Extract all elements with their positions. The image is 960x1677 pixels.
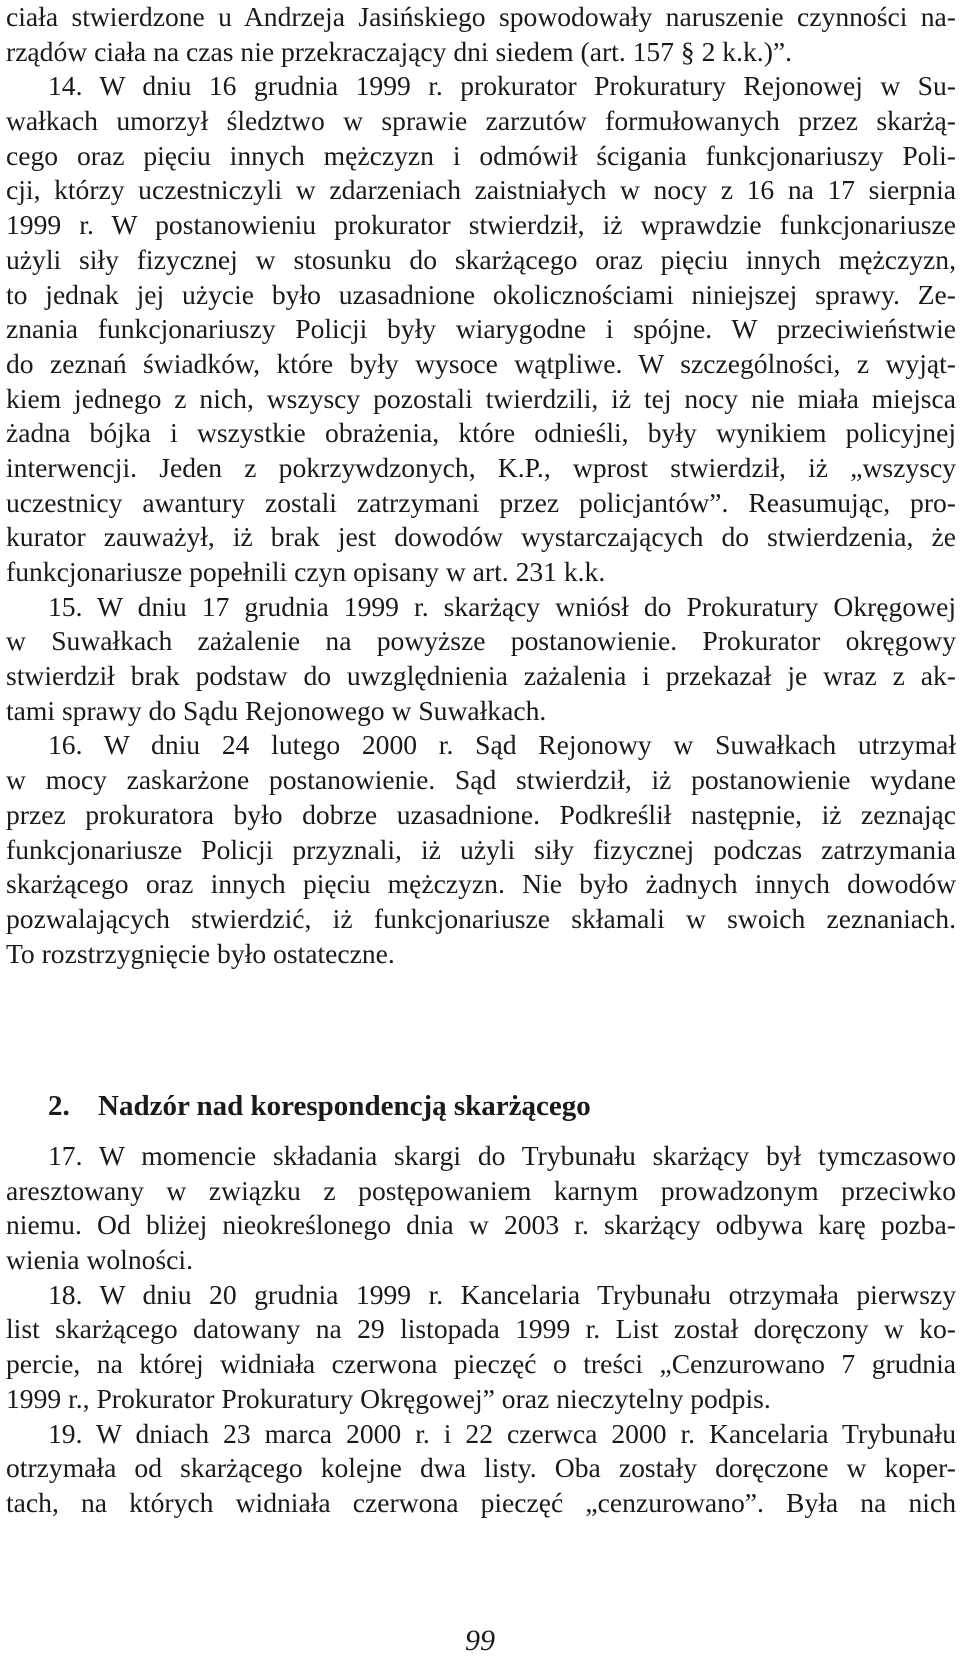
text-line: funkcjonariusze popełnili czyn opisany w art. 231 k.k. [6, 556, 606, 587]
text-line: rządów ciała na czas nie przekraczający dni siedem (art. 157 § 2 k.k.)”. [6, 35, 793, 67]
text-line: 1999 r. W postanowieniu prokurator stwierdził, iż wprawdzie funkcjonariusze [6, 209, 956, 241]
text-line: list skarżącego datowany na 29 listopada 1999 r. List został doręczony w ko- [6, 1313, 956, 1345]
text-line: znania funkcjonariuszy Policji były wiarygodne i spójne. W przeciwieństwie [6, 313, 956, 345]
page-number: 99 [465, 1624, 495, 1657]
text-line: w mocy zaskarżone postanowienie. Sąd stwierdził, iż postanowienie wydane [6, 764, 956, 796]
text-line: tach, na których widniała czerwona pieczęć „cenzurowano”. Była na nich [6, 1486, 956, 1518]
text-line: interwencji. Jeden z pokrzywdzonych, K.P., wprost stwierdził, iż „wszyscy [6, 451, 956, 483]
text-line: kiem jednego z nich, wszyscy pozostali twierdzili, iż tej nocy nie miała miejsca [6, 382, 956, 414]
text-line: 15. W dniu 17 grudnia 1999 r. skarżący wniósł do Prokuratury Okręgowej [48, 590, 956, 622]
text-line: percie, na której widniała czerwona pieczęć o treści „Cenzurowano 7 grudnia [6, 1348, 956, 1380]
text-line: 1999 r., Prokurator Prokuratury Okręgowej” oraz nieczytelny podpis. [6, 1382, 771, 1414]
text-line: cego oraz pięciu innych mężczyzn i odmówił ścigania funkcjonariuszy Poli- [6, 139, 956, 171]
section-title: Nadzór nad korespondencją skarżącego [98, 1090, 591, 1122]
text-line: tami sprawy do Sądu Rejonowego w Suwałkach. [6, 694, 547, 726]
text-line: uczestnicy awantury zostali zatrzymani przez policjantów”. Reasumując, pro- [6, 486, 956, 518]
section-heading [48, 1090, 591, 1123]
text-line: ciała stwierdzone u Andrzeja Jasińskiego spowodowały naruszenie czynności na- [6, 1, 956, 32]
text-line: kurator zauważył, iż brak jest dowodów wystarczających do stwierdzenia, że [6, 521, 956, 553]
text-line: otrzymała od skarżącego kolejne dwa listy. Oba zostały doręczone w koper- [6, 1452, 956, 1484]
section-number: 2. [48, 1090, 70, 1122]
text-block-before-heading [6, 0, 956, 971]
text-line: 19. W dniach 23 marca 2000 r. i 22 czerwca 2000 r. Kancelaria Trybunału [48, 1417, 956, 1449]
text-line: stwierdził brak podstaw do uwzględnienia zażalenia i przekazał je wraz z ak- [6, 660, 956, 692]
text-line: 16. W dniu 24 lutego 2000 r. Sąd Rejonowy w Suwałkach utrzymał [48, 729, 956, 761]
text-line: to jednak jej użycie było uzasadnione okolicznościami niniejszej sprawy. Ze- [6, 278, 956, 310]
text-line: wałkach umorzył śledztwo w sprawie zarzutów formułowanych przez skarżą- [6, 105, 956, 137]
text-line: przez prokuratora było dobrze uzasadnione. Podkreślił następnie, iż zeznając [6, 798, 956, 830]
text-line: 18. W dniu 20 grudnia 1999 r. Kancelaria Trybunału otrzymała pierwszy [48, 1278, 956, 1310]
text-line: żadna bójka i wszystkie obrażenia, które odnieśli, były wynikiem policyjnej [6, 417, 956, 449]
text-line: funkcjonariusze Policji przyznali, iż użyli siły fizycznej podczas zatrzymania [6, 833, 956, 865]
text-line: niemu. Od bliżej nieokreślonego dnia w 2003 r. skarżący odbywa karę pozba- [6, 1209, 956, 1241]
text-line: aresztowany w związku z postępowaniem karnym prowadzonym przeciwko [6, 1174, 956, 1206]
text-block-after-heading [6, 1139, 956, 1521]
text-line: cji, którzy uczestniczyli w zdarzeniach zaistniałych w nocy z 16 na 17 sierpnia [6, 174, 956, 206]
text-line: użyli siły fizycznej w stosunku do skarżącego oraz pięciu innych mężczyzn, [6, 243, 956, 275]
text-line: pozwalających stwierdzić, iż funkcjonariusze skłamali w swoich zeznaniach. [6, 902, 956, 934]
text-line: wienia wolności. [6, 1244, 193, 1276]
text-line: do zeznań świadków, które były wysoce wątpliwe. W szczególności, z wyjąt- [6, 347, 956, 379]
text-line: w Suwałkach zażalenie na powyższe postanowienie. Prokurator okręgowy [6, 625, 956, 657]
text-line: 17. W momencie składania skargi do Trybunału skarżący był tymczasowo [48, 1140, 956, 1171]
text-line: 14. W dniu 16 grudnia 1999 r. prokurator Prokuratury Rejonowej w Su- [48, 70, 956, 102]
text-line: To rozstrzygnięcie było ostateczne. [6, 937, 395, 969]
text-line: skarżącego oraz innych pięciu mężczyzn. Nie było żadnych innych dowodów [6, 868, 956, 900]
